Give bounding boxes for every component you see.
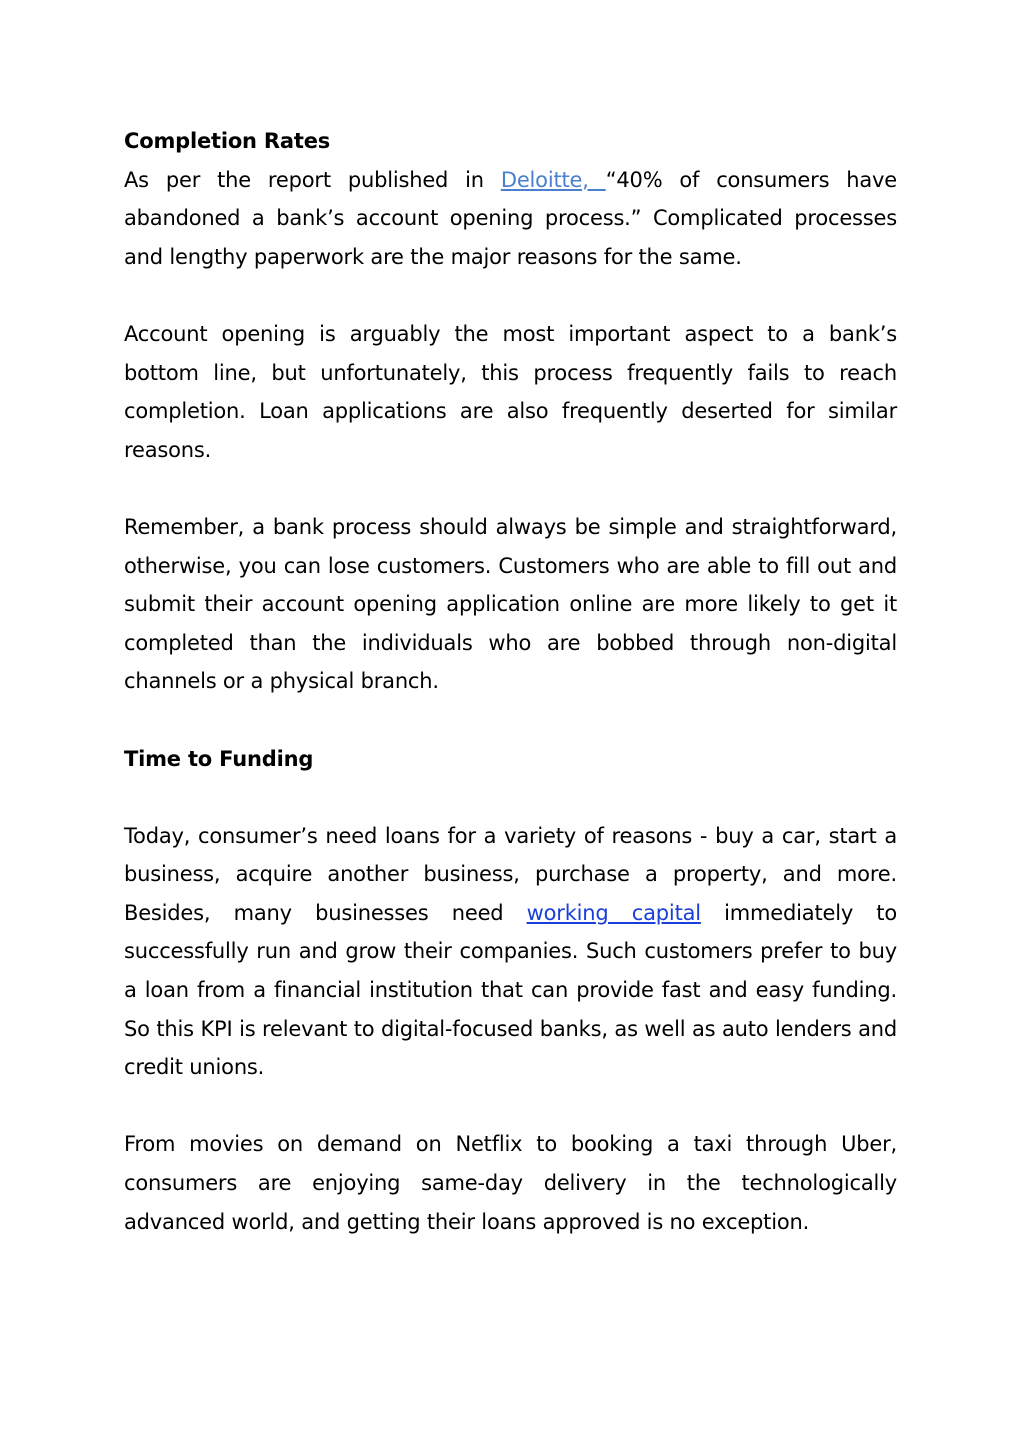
heading-time-to-funding: Time to Funding xyxy=(124,746,314,771)
paragraph-text: As per the report published in xyxy=(124,167,501,192)
paragraph-text: Today, consumer’s need loans for a variety of reasons - buy a car, start a business, acquire another business, purchase a property, and more. Besides, many businesses need xyxy=(124,823,897,925)
paragraph-account-opening: Account opening is arguably the most important aspect to a bank’s bottom line, but unfortunately, this process frequently fails to reach completion. Loan applications are also frequently deserted for similar reasons. xyxy=(124,321,897,462)
heading-completion-rates: Completion Rates xyxy=(124,129,331,153)
paragraph-same-day-delivery: From movies on demand on Netflix to booking a taxi through Uber, consumers are enjoying same-day delivery in the technologically advanced world, and getting their loans approved is no exception. xyxy=(124,1132,897,1234)
paragraph-text: “40% of consumers have abandoned a bank’s account opening process.” Complicated processes and lengthy paperwork are the major reasons for the same. xyxy=(124,167,897,269)
working-capital-link[interactable]: working capital xyxy=(526,900,701,925)
paragraph-simple-process: Remember, a bank process should always be simple and straightforward, otherwise, you can lose customers. Customers who are able to fill out and submit their account opening application online are more likely to get it completed than the individuals who are bobbed through non-digital channels or a physical branch. xyxy=(124,514,897,694)
paragraph-deloitte-report xyxy=(124,161,897,277)
paragraph-spacer xyxy=(124,276,897,315)
paragraph-spacer xyxy=(124,469,897,508)
paragraph-spacer xyxy=(124,701,897,740)
deloitte-link[interactable]: Deloitte, xyxy=(500,167,606,192)
paragraph-consumer-loans xyxy=(124,817,897,1087)
paragraph-text: immediately to successfully run and grow their companies. Such customers prefer to buy a loan from a financial institution that can provide fast and easy funding. So this KPI is relevant to digital-focused banks, as well as auto lenders and credit unions. xyxy=(124,900,897,1080)
paragraph-spacer xyxy=(124,778,897,817)
paragraph-spacer xyxy=(124,1087,897,1126)
document-page xyxy=(124,122,897,1241)
